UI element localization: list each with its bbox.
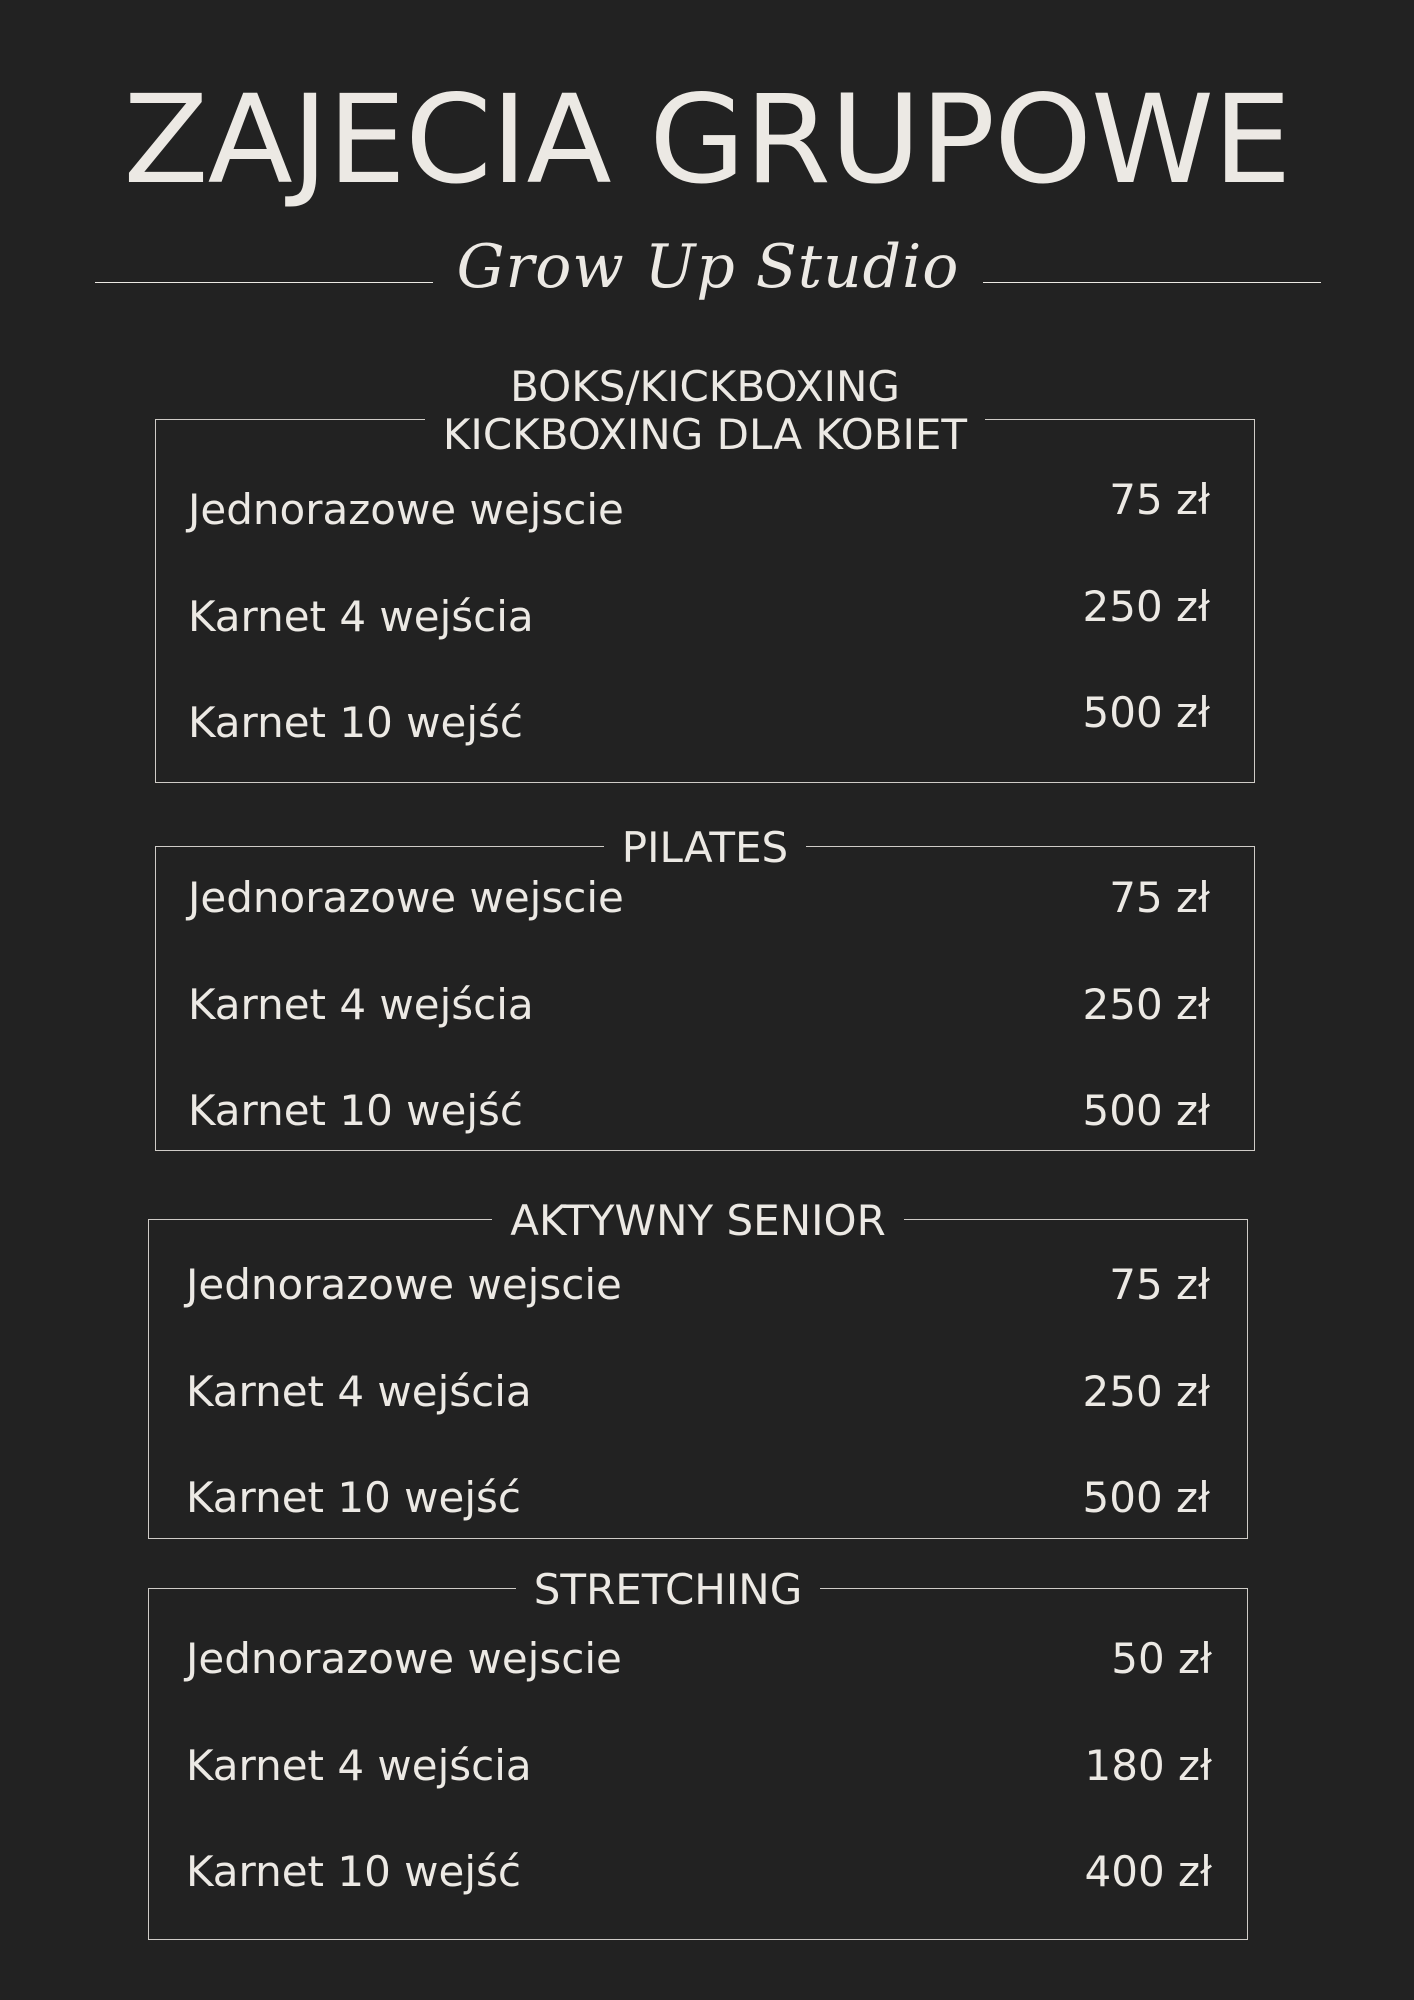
price-label: Jednorazowe wejscie — [188, 485, 624, 534]
price-row — [156, 582, 1254, 647]
price-label: Karnet 4 wejścia — [188, 592, 534, 641]
price-value: 75 zł — [1109, 475, 1210, 524]
price-label: Jednorazowe wejscie — [188, 873, 624, 922]
studio-name: Grow Up Studio — [456, 232, 960, 302]
price-label: Karnet 4 wejścia — [186, 1367, 532, 1416]
price-row — [149, 1255, 1247, 1315]
section-title-pilates: PILATES — [604, 824, 806, 872]
price-card-kickboxing — [155, 362, 1255, 783]
price-value: 75 zł — [1109, 873, 1210, 922]
section-title-aktywny-senior: AKTYWNY SENIOR — [492, 1197, 904, 1245]
price-row — [156, 475, 1254, 540]
divider-right — [983, 282, 1321, 283]
price-value: 500 zł — [1082, 688, 1210, 737]
price-card-aktywny-senior — [148, 1196, 1248, 1539]
price-value: 500 zł — [1082, 1473, 1210, 1522]
price-row — [149, 1362, 1247, 1422]
price-label: Karnet 10 wejść — [186, 1847, 521, 1896]
price-row — [156, 688, 1254, 753]
price-label: Karnet 10 wejść — [186, 1473, 521, 1522]
divider-left — [95, 282, 433, 283]
price-value: 400 zł — [1084, 1847, 1212, 1896]
price-label: Karnet 10 wejść — [188, 698, 523, 747]
section-title-stretching: STRETCHING — [516, 1566, 821, 1614]
price-row — [156, 868, 1254, 928]
price-card-pilates — [155, 823, 1255, 1151]
section-title-line2: KICKBOXING DLA KOBIET — [425, 411, 985, 459]
price-label: Karnet 10 wejść — [188, 1086, 523, 1135]
price-label: Karnet 4 wejścia — [188, 980, 534, 1029]
price-value: 180 zł — [1084, 1741, 1212, 1790]
section-title-kickboxing — [156, 363, 1254, 459]
price-value: 500 zł — [1082, 1086, 1210, 1135]
page-title: ZAJECIA GRUPOWE — [123, 69, 1291, 211]
price-label: Jednorazowe wejscie — [186, 1634, 622, 1683]
subtitle-row — [0, 222, 1414, 312]
price-value: 75 zł — [1109, 1260, 1210, 1309]
price-card-stretching — [148, 1565, 1248, 1940]
price-value: 50 zł — [1111, 1634, 1212, 1683]
price-row — [149, 1842, 1247, 1902]
price-row — [149, 1468, 1247, 1528]
price-row — [156, 1081, 1254, 1141]
price-row — [149, 1736, 1247, 1796]
price-value: 250 zł — [1082, 1367, 1210, 1416]
price-label: Jednorazowe wejscie — [186, 1260, 622, 1309]
price-value: 250 zł — [1082, 980, 1210, 1029]
price-value: 250 zł — [1082, 582, 1210, 631]
price-label: Karnet 4 wejścia — [186, 1741, 532, 1790]
price-row — [156, 975, 1254, 1035]
section-title-line1: BOKS/KICKBOXING — [510, 362, 900, 411]
price-row — [149, 1629, 1247, 1689]
